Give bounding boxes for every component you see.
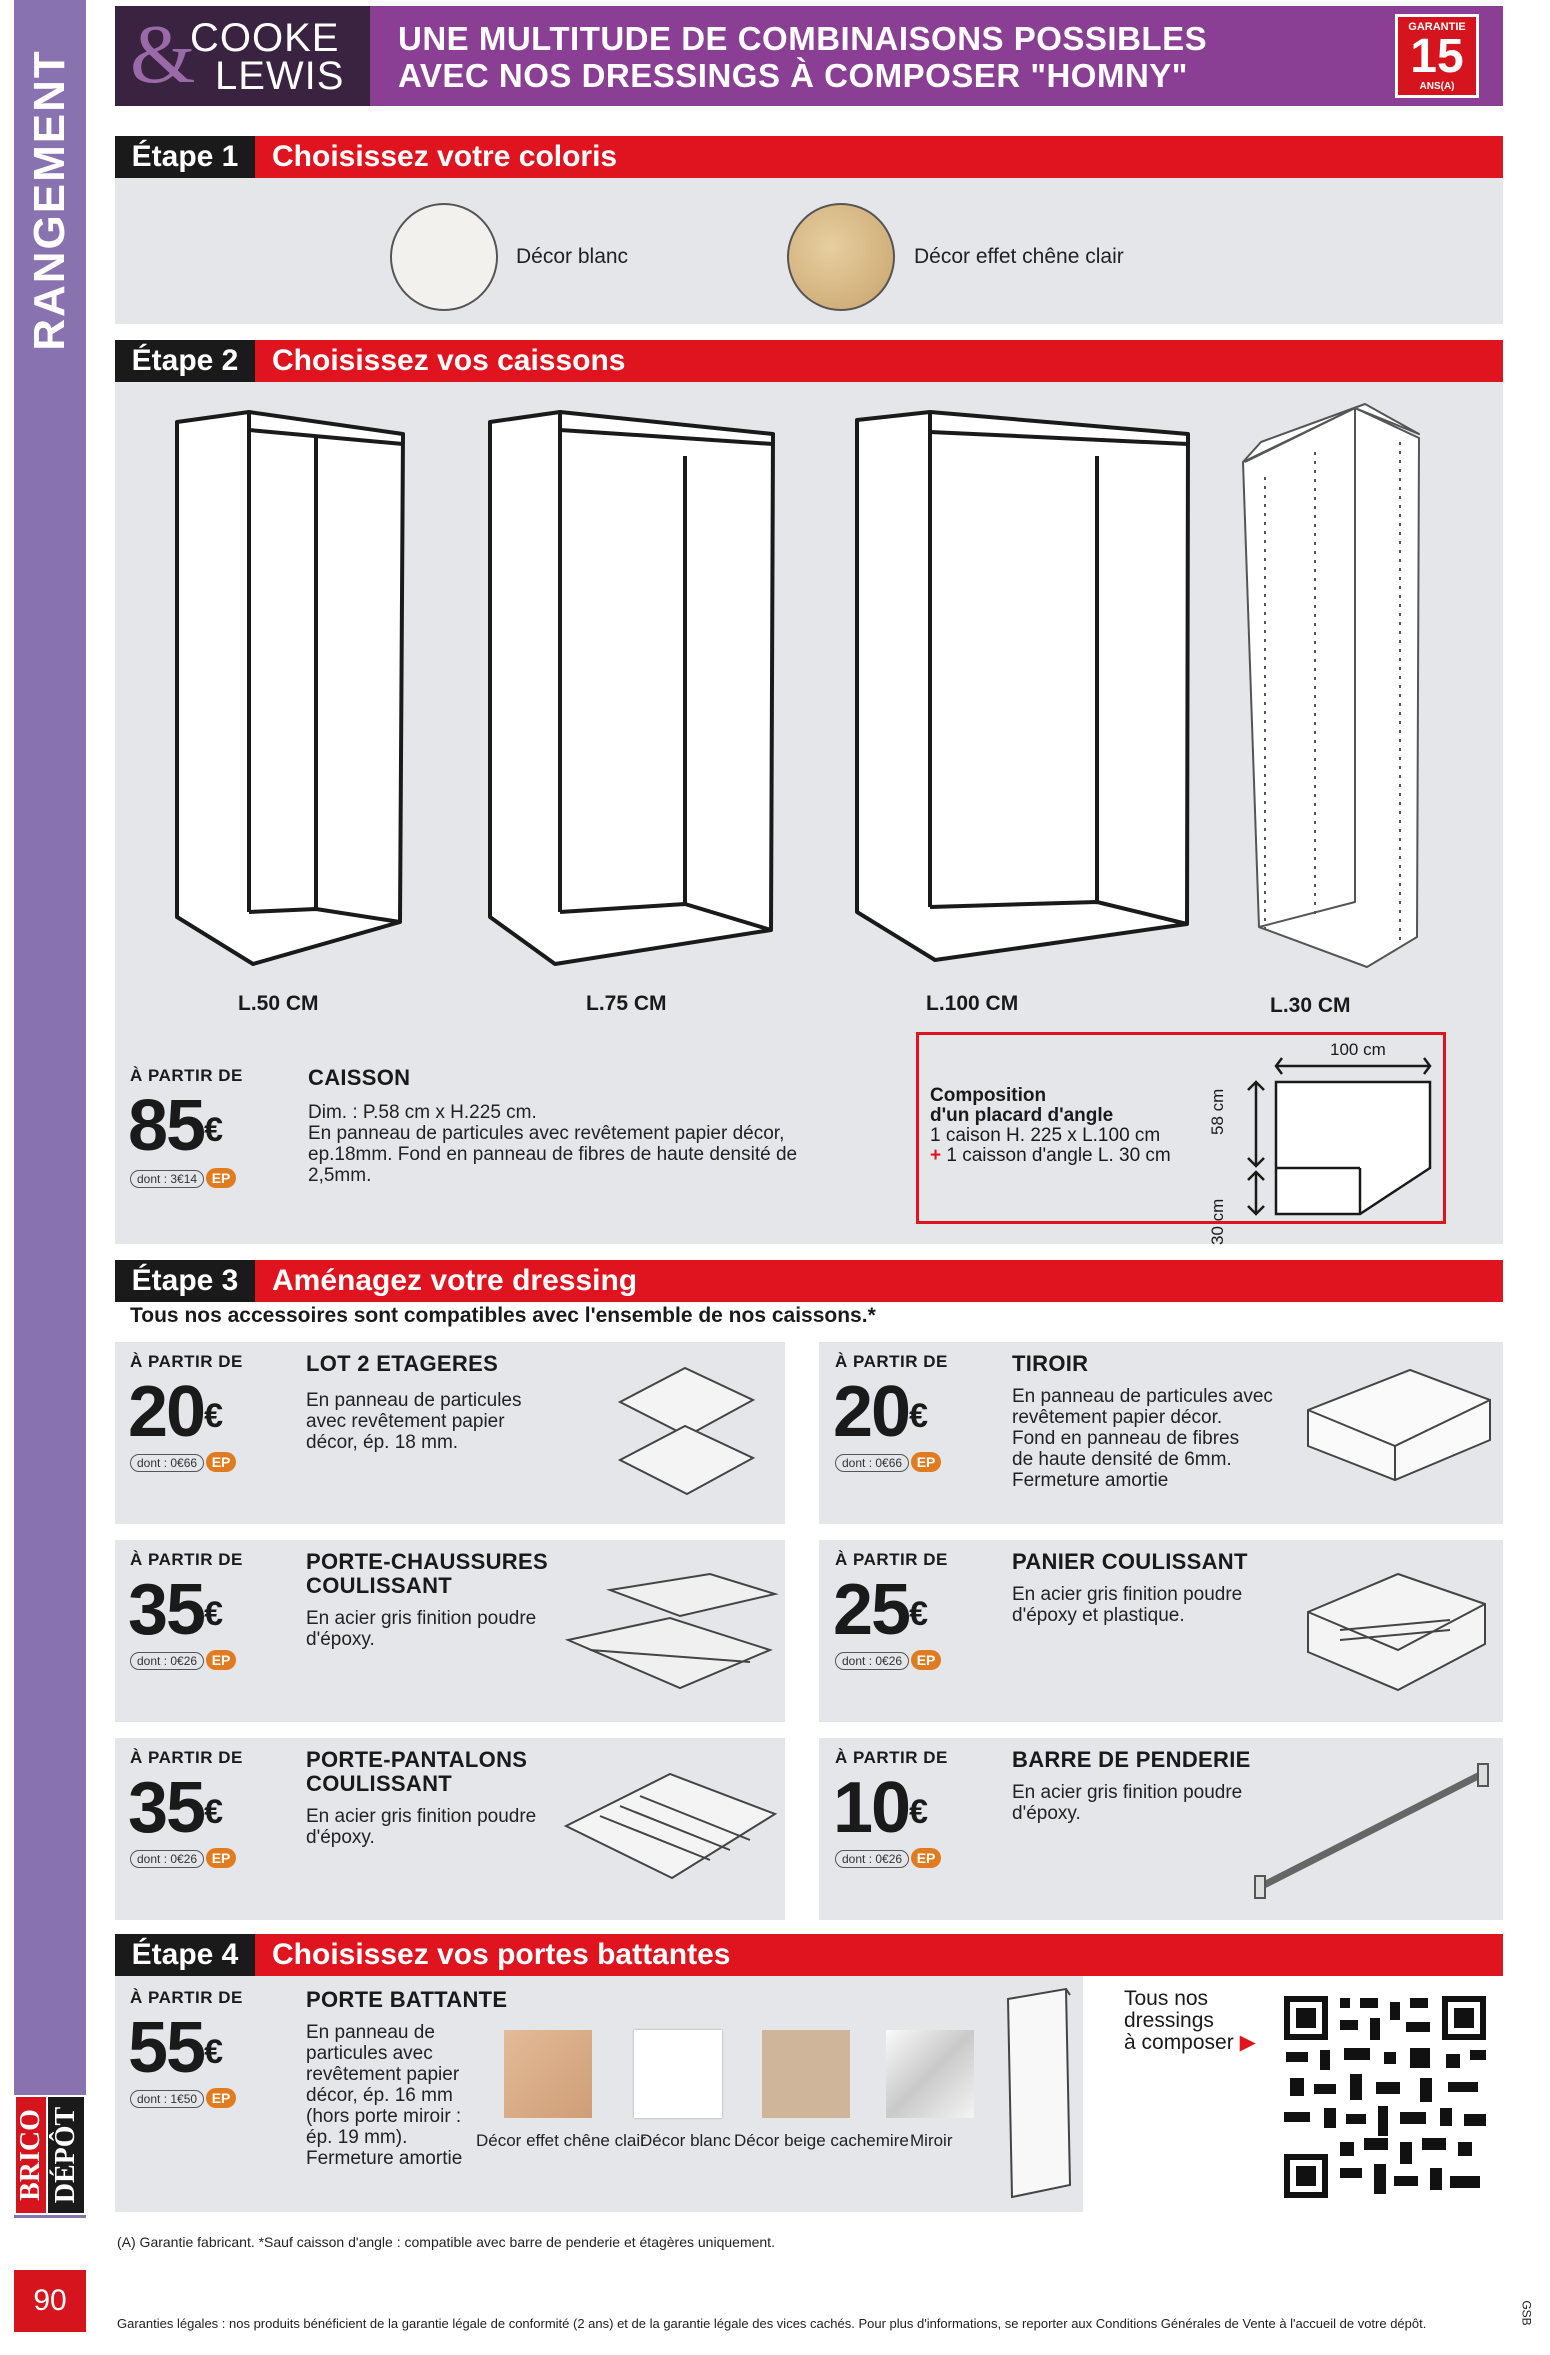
logo-ampersand: &: [130, 8, 196, 101]
finish-swatch-white[interactable]: [634, 2030, 722, 2118]
step2-title: Choisissez vos caissons: [272, 344, 626, 377]
drawer-price: 20€: [833, 1372, 927, 1452]
drawer-eco: dont : 0€66 EP: [835, 1452, 941, 1472]
step3-title: Aménagez votre dressing: [272, 1264, 638, 1297]
badge-number: 15: [1410, 30, 1464, 83]
finish-swatch-oak[interactable]: [504, 2030, 592, 2118]
finish-swatch-mirror[interactable]: [886, 2030, 974, 2118]
footer-code: GSB: [1519, 2300, 1534, 2326]
qr-label: Tous nos dressings à composer ▶: [1124, 1987, 1256, 2054]
door-image: [1000, 1985, 1080, 2205]
shoe-rack-desc: En acier gris finition poudre d'époxy.: [306, 1608, 537, 1650]
finish-label-beige: Décor beige cachemire: [734, 2131, 909, 2150]
rail-from-label: À PARTIR DE: [835, 1748, 948, 1767]
trouser-rack-title: PORTE-PANTALONS COULISSANT: [306, 1747, 528, 1796]
qr-code[interactable]: [1280, 1992, 1490, 2202]
trouser-rack-desc: En acier gris finition poudre d'époxy.: [306, 1806, 537, 1848]
page-number: 90: [14, 2270, 86, 2332]
drawer-desc: En panneau de particules avec revêtement papier décor. Fond en panneau de fibres de haute densité de 6mm. Fermeture amortie: [1012, 1386, 1273, 1491]
drawer-image: [1300, 1360, 1495, 1510]
cabinet-75: [490, 412, 773, 964]
cabinet-30-corner: [1243, 404, 1419, 967]
caisson-from-label: À PARTIR DE: [130, 1066, 243, 1085]
header-title: [398, 20, 1207, 94]
badge-top: GARANTIE: [1408, 21, 1466, 33]
color-swatch-white[interactable]: [390, 203, 498, 311]
shoe-rack-image: [560, 1560, 780, 1710]
door-price: 55€: [128, 2008, 222, 2088]
color-label-oak: Décor effet chêne clair: [914, 245, 1124, 268]
basket-from-label: À PARTIR DE: [835, 1550, 948, 1569]
color-swatch-oak[interactable]: [787, 203, 895, 311]
width-label-30: L.30 CM: [1270, 994, 1351, 1017]
step4-title: Choisissez vos portes battantes: [272, 1938, 731, 1971]
step2-label: Étape 2: [115, 340, 255, 382]
door-desc: En panneau de particules avec revêtement papier décor, ép. 16 mm (hors porte miroir : ép. 19 mm). Fermeture amortie: [306, 2022, 463, 2169]
caisson-price: 85€: [128, 1086, 222, 1166]
rail-eco: dont : 0€26 EP: [835, 1848, 941, 1868]
basket-image: [1300, 1560, 1490, 1710]
step3-subtitle: Tous nos accessoires sont compatibles avec l'ensemble de nos caissons.*: [130, 1304, 876, 1327]
header-title-line2: AVEC NOS DRESSINGS À COMPOSER "HOMNY": [398, 57, 1188, 94]
corner-dim-width: 100 cm: [1330, 1040, 1386, 1059]
shoe-rack-eco: dont : 0€26 EP: [130, 1650, 236, 1670]
door-title: PORTE BATTANTE: [306, 1987, 508, 2012]
footnote: (A) Garantie fabricant. *Sauf caisson d'angle : compatible avec barre de penderie et étagères uniquement.: [117, 2234, 775, 2250]
brand-logo-line2: DÉPÔT: [50, 2106, 81, 2204]
finish-label-oak: Décor effet chêne clair: [476, 2131, 646, 2150]
trouser-rack-image: [560, 1760, 780, 1910]
cabinet-illustrations: [115, 382, 1503, 982]
finish-label-mirror: Miroir: [910, 2131, 953, 2150]
badge-bottom: ANS(A): [1419, 81, 1455, 92]
shelves-image: [615, 1360, 765, 1510]
shoe-rack-from-label: À PARTIR DE: [130, 1550, 243, 1569]
trouser-rack-eco: dont : 0€26 EP: [130, 1848, 236, 1868]
width-label-100: L.100 CM: [926, 992, 1019, 1015]
logo-line1: COOKE: [190, 16, 340, 60]
trouser-rack-price: 35€: [128, 1768, 222, 1848]
door-eco: dont : 1€50 EP: [130, 2088, 236, 2108]
caisson-desc: Dim. : P.58 cm x H.225 cm. En panneau de particules avec revêtement papier décor, ep.18mm. Fond en panneau de fibres de haute densité de 2,5mm.: [308, 1102, 798, 1186]
basket-eco: dont : 0€26 EP: [835, 1650, 941, 1670]
step1-title: Choisissez votre coloris: [272, 140, 618, 173]
door-from-label: À PARTIR DE: [130, 1988, 243, 2007]
width-label-50: L.50 CM: [238, 992, 319, 1015]
drawer-from-label: À PARTIR DE: [835, 1352, 948, 1371]
rail-image: [1250, 1758, 1495, 1918]
shelves-desc: En panneau de particules avec revêtement papier décor, ép. 18 mm.: [306, 1390, 522, 1453]
legal-notice: Garanties légales : nos produits bénéficient de la garantie légale de conformité (2 ans) et de la garantie légale des vices cachés. Pour plus d'informations, se reporter aux Conditions Générales de Vente à l'accueil de votre dépôt.: [117, 2316, 1427, 2331]
cabinet-50: [177, 412, 403, 964]
shelves-price: 20€: [128, 1372, 222, 1452]
shelves-title: LOT 2 ETAGERES: [306, 1351, 499, 1376]
logo-line2: LEWIS: [215, 54, 345, 98]
rail-title: BARRE DE PENDERIE: [1012, 1747, 1251, 1772]
step1-label: Étape 1: [115, 136, 255, 178]
shoe-rack-price: 35€: [128, 1570, 222, 1650]
corner-diagram: [1200, 1038, 1440, 1220]
width-label-75: L.75 CM: [586, 992, 667, 1015]
step3-label: Étape 3: [115, 1260, 255, 1302]
caisson-title: CAISSON: [308, 1065, 411, 1090]
shelves-eco: dont : 0€66 EP: [130, 1452, 236, 1472]
basket-desc: En acier gris finition poudre d'époxy et plastique.: [1012, 1584, 1243, 1626]
rail-desc: En acier gris finition poudre d'époxy.: [1012, 1782, 1243, 1824]
rail-price: 10€: [833, 1768, 927, 1848]
shelves-from-label: À PARTIR DE: [130, 1352, 243, 1371]
header-title-line1: UNE MULTITUDE DE COMBINAISONS POSSIBLES: [398, 20, 1208, 57]
warranty-badge: [1395, 14, 1479, 98]
shoe-rack-title: PORTE-CHAUSSURES COULISSANT: [306, 1549, 548, 1598]
color-label-white: Décor blanc: [516, 245, 629, 268]
finish-label-white: Décor blanc: [640, 2131, 731, 2150]
drawer-title: TIROIR: [1012, 1351, 1089, 1376]
sidebar-title: RANGEMENT: [25, 49, 74, 351]
brand-logo-line1: BRICO: [15, 2109, 46, 2201]
corner-composition-text: Composition d'un placard d'angle 1 caison H. 225 x L.100 cm + 1 caisson d'angle L. 30 cm: [930, 1085, 1171, 1166]
cabinet-100: [857, 412, 1188, 960]
basket-price: 25€: [833, 1570, 927, 1650]
trouser-rack-from-label: À PARTIR DE: [130, 1748, 243, 1767]
caisson-eco: dont : 3€14 EP: [130, 1168, 236, 1188]
basket-title: PANIER COULISSANT: [1012, 1549, 1248, 1574]
finish-swatch-beige[interactable]: [762, 2030, 850, 2118]
step4-label: Étape 4: [115, 1934, 255, 1976]
